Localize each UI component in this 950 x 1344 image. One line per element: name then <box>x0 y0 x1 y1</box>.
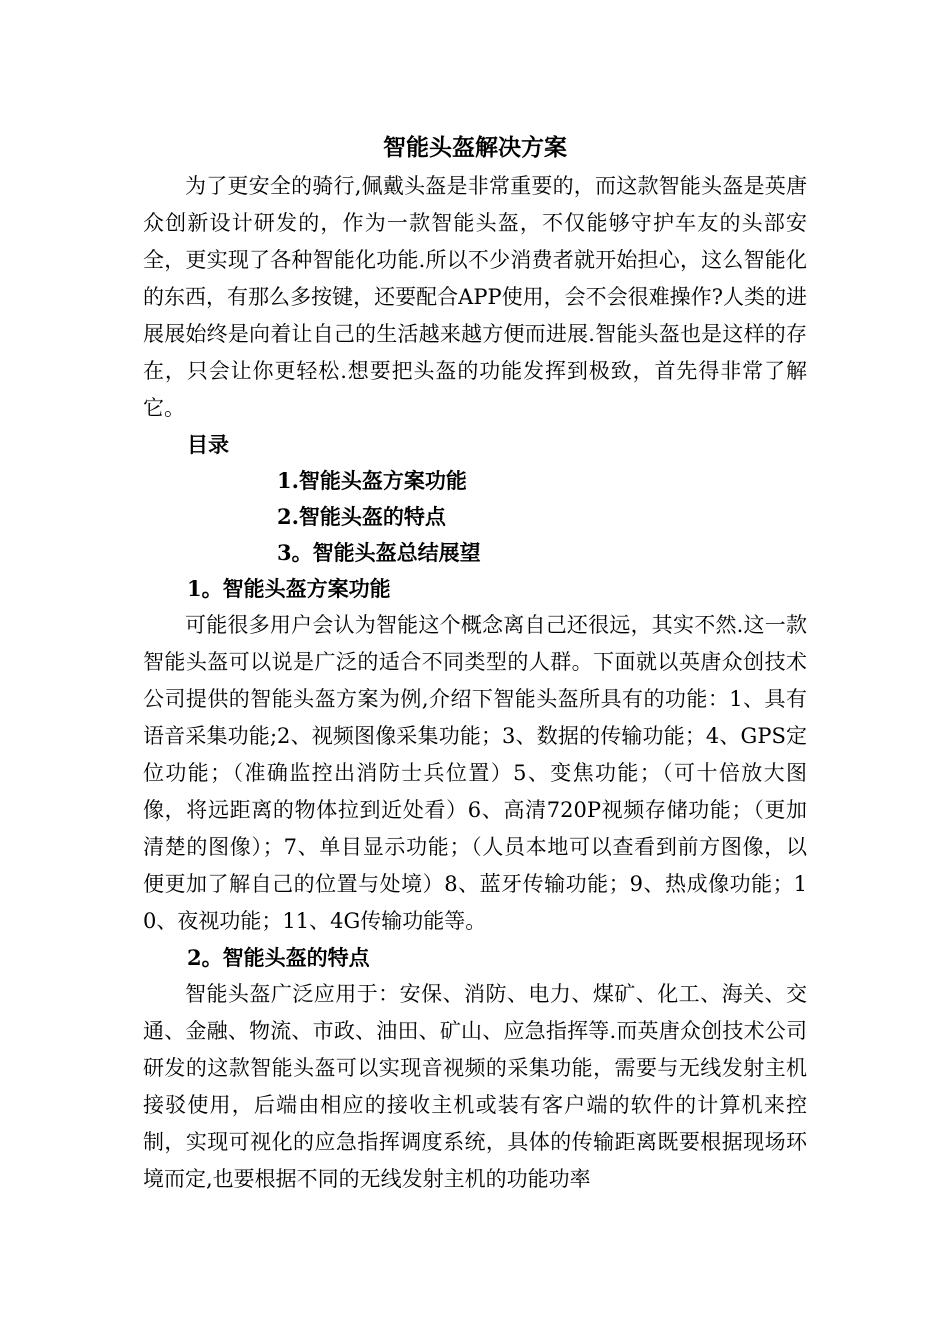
toc-item-1: 1.智能头盔方案功能 <box>277 468 467 493</box>
toc-item-3: 3。智能头盔总结展望 <box>277 540 481 565</box>
document-title: 智能头盔解决方案 <box>383 134 567 161</box>
section-body-1: 可能很多用户会认为智能这个概念离自己还很远，其实不然.这一款智能头盔可以说是广泛的适合不同类型的人群。下面就以英唐众创技术公司提供的智能头盔方案为例,介绍下智能头盔所具有的功能：1、具有语音采集功能;2、视频图像采集功能；3、数据的传输功能；4、GPS定位功能；（准确监控出消防士兵位置）5、变焦功能；（可十倍放大图像，将远距离的物体拉到近处看）6、高清720P视频存储功能；（更加清楚的图像）；7、单目显示功能；（人员本地可以查看到前方图像，以便更加了解自己的位置与处境）8、蓝牙传输功能；9、热成像功能；10、夜视功能；11、4G传输功能等。 <box>143 613 807 933</box>
document-body <box>143 128 807 1198</box>
toc-label: 目录 <box>187 432 229 457</box>
section-body-2: 智能头盔广泛应用于：安保、消防、电力、煤矿、化工、海关、交通、金融、物流、市政、油田、矿山、应急指挥等.而英唐众创技术公司研发的这款智能头盔可以实现音视频的采集功能，需要与无线发射主机接驳使用，后端由相应的接收主机或装有客户端的软件的计算机来控制，实现可视化的应急指挥调度系统，具体的传输距离既要根据现场环境而定,也要根据不同的无线发射主机的功能功率 <box>143 982 807 1191</box>
section-heading-2: 2。智能头盔的特点 <box>187 945 370 970</box>
toc-item-2: 2.智能头盔的特点 <box>277 504 446 529</box>
intro-paragraph: 为了更安全的骑行,佩戴头盔是非常重要的，而这款智能头盔是英唐众创新设计研发的，作为一款智能头盔，不仅能够守护车友的头部安全，更实现了各种智能化功能.所以不少消费者就开始担心，这么智能化的东西，有那么多按键，还要配合APP使用，会不会很难操作?人类的进展展始终是向着让自己的生活越来越方便而进展.智能头盔也是这样的存在，只会让你更轻松.想要把头盔的功能发挥到极致，首先得非常了解它。 <box>143 174 807 420</box>
section-heading-1: 1。智能头盔方案功能 <box>187 576 391 601</box>
